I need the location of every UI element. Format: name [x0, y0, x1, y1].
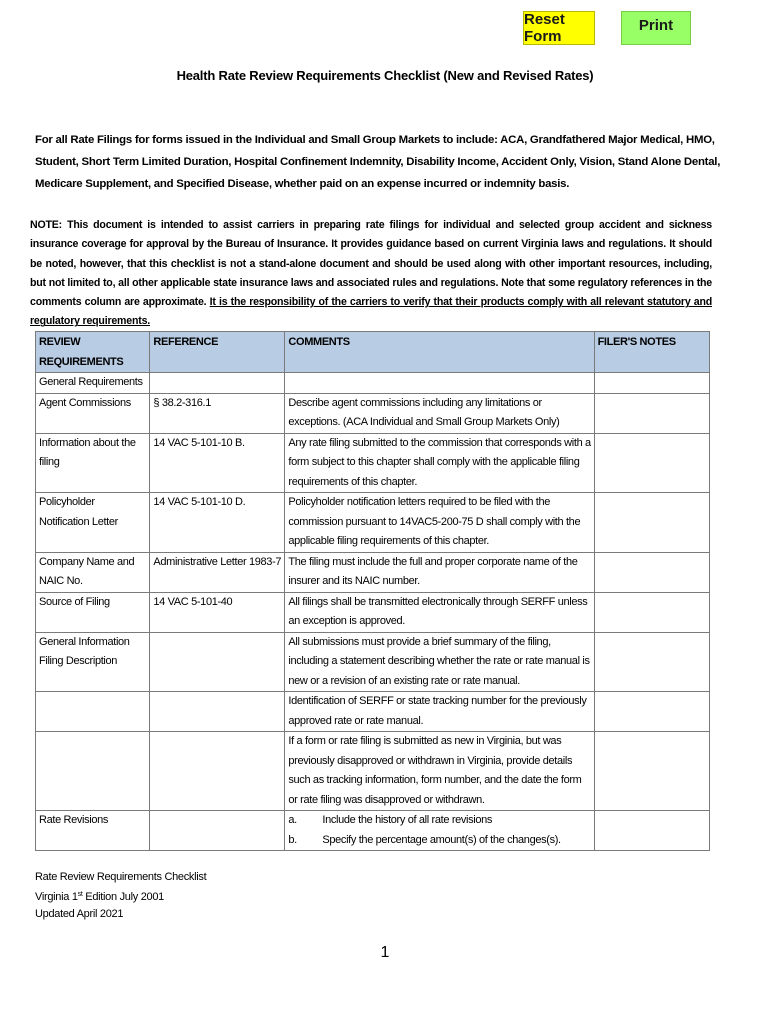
comment-cell: All submissions must provide a brief summary of the filing, including a statement describing whether the rate or rate manual is new or a revision of an existing rate or rate manual.	[285, 632, 594, 692]
intro-paragraph: For all Rate Filings for forms issued in the Individual and Small Group Markets to include: ACA, Grandfathered Major Medical, HMO, Student, Short Term Limited Duration, Hospital Confinement Indemnity, Disability Income, Accident Only, Vision, Stand Alone Dental, Medicare Supplement, and Specified Disease, whether paid on an expense incurred or indemnity basis.	[35, 134, 721, 190]
comment-cell: The filing must include the full and proper corporate name of the insurer and its NAIC number.	[285, 552, 594, 592]
table-row	[36, 493, 710, 553]
req-cell	[36, 692, 150, 732]
comment-cell	[285, 811, 594, 851]
filer-notes-cell[interactable]	[594, 552, 709, 592]
table-row	[36, 632, 710, 692]
page-title: Health Rate Review Requirements Checklist (New and Revised Rates)	[176, 68, 594, 83]
ref-cell	[150, 632, 285, 692]
ref-cell: § 38.2-316.1	[150, 393, 285, 433]
table-row	[36, 433, 710, 493]
section-label: General Requirements	[36, 373, 150, 394]
req-cell: Information about the filing	[36, 433, 150, 493]
page-number: 1	[380, 944, 390, 961]
ref-cell: Administrative Letter 1983-7	[150, 552, 285, 592]
list-item	[288, 831, 591, 851]
filer-notes-cell[interactable]	[594, 732, 709, 811]
footer-line-3: Updated April 2021	[35, 908, 124, 920]
requirements-table	[35, 331, 710, 851]
comment-cell: Any rate filing submitted to the commission that corresponds with a form subject to this chapter shall comply with the applicable filing requirements of this chapter.	[285, 433, 594, 493]
table-row	[36, 811, 710, 851]
ref-cell: 14 VAC 5-101-40	[150, 592, 285, 632]
ref-cell	[150, 811, 285, 851]
table-row	[36, 393, 710, 433]
ref-cell: 14 VAC 5-101-10 B.	[150, 433, 285, 493]
table-row	[36, 552, 710, 592]
list-item	[288, 811, 591, 831]
ref-cell: 14 VAC 5-101-10 D.	[150, 493, 285, 553]
comment-cell: Identification of SERFF or state tracking number for the previously approved rate or rate manual.	[285, 692, 594, 732]
filer-notes-cell[interactable]	[594, 493, 709, 553]
comment-cell: Policyholder notification letters required to be filed with the commission pursuant to 14VAC5-200-75 D shall comply with the applicable filing requirements of this chapter.	[285, 493, 594, 553]
list-text: Specify the percentage amount(s) of the changes(s).	[322, 833, 561, 846]
header-reference: REFERENCE	[150, 332, 285, 373]
req-cell: Company Name and NAIC No.	[36, 552, 150, 592]
footer-line-1: Rate Review Requirements Checklist	[35, 871, 207, 883]
section-row	[36, 373, 710, 394]
comment-cell: If a form or rate filing is submitted as new in Virginia, but was previously disapproved or withdrawn in Virginia, provide details such as tracking information, form number, and the date the form or rate filing was disapproved or withdrawn.	[285, 732, 594, 811]
table-header-row	[36, 332, 710, 373]
note-paragraph	[30, 216, 712, 332]
comment-cell: Describe agent commissions including any limitations or exceptions. (ACA Individual and Small Group Markets Only)	[285, 393, 594, 433]
filer-notes-cell[interactable]	[594, 592, 709, 632]
header-review-requirements: REVIEW REQUIREMENTS	[36, 332, 150, 373]
table-row	[36, 732, 710, 811]
filer-notes-cell[interactable]	[594, 632, 709, 692]
footer	[35, 869, 206, 923]
req-cell: General Information Filing Description	[36, 632, 150, 692]
filer-notes-cell[interactable]	[594, 433, 709, 493]
req-cell: Agent Commissions	[36, 393, 150, 433]
list-letter: b.	[288, 833, 297, 846]
filer-notes-cell[interactable]	[594, 393, 709, 433]
print-button[interactable]: Print	[621, 11, 691, 45]
list-letter: a.	[288, 814, 297, 826]
table-row	[36, 592, 710, 632]
req-cell: Policyholder Notification Letter	[36, 493, 150, 553]
req-cell: Rate Revisions	[36, 811, 150, 851]
header-filers-notes: FILER'S NOTES	[594, 332, 709, 373]
filer-notes-cell[interactable]	[594, 811, 709, 851]
reset-form-button[interactable]: Reset Form	[523, 11, 595, 45]
header-comments: COMMENTS	[285, 332, 594, 373]
ref-cell	[150, 692, 285, 732]
note-underlined-text: It is the responsibility of the carriers to verify that their products comply with all relevant statutory and regulatory requirements.	[30, 296, 712, 328]
table-row	[36, 692, 710, 732]
req-cell	[36, 732, 150, 811]
ref-cell	[150, 732, 285, 811]
filer-notes-cell[interactable]	[594, 692, 709, 732]
list-text: Include the history of all rate revisions	[322, 814, 493, 826]
comment-cell: All filings shall be transmitted electronically through SERFF unless an exception is approved.	[285, 592, 594, 632]
req-cell: Source of Filing	[36, 592, 150, 632]
note-text: NOTE: This document is intended to assist carriers in preparing rate filings for individual and selected group accident and sickness insurance coverage for approval by the Bureau of Insurance. It provides guidance based on current Virginia laws and regulations. It should be noted, however, that this checklist is not a stand-alone document and should be used along with other important resources, including, but not limited to, all other applicable state insurance laws and associated rules and regulations. Note that some regulatory references in the comments column are approximate.	[30, 219, 712, 309]
footer-line-2: Virginia 1st Edition July 2001	[35, 891, 164, 903]
